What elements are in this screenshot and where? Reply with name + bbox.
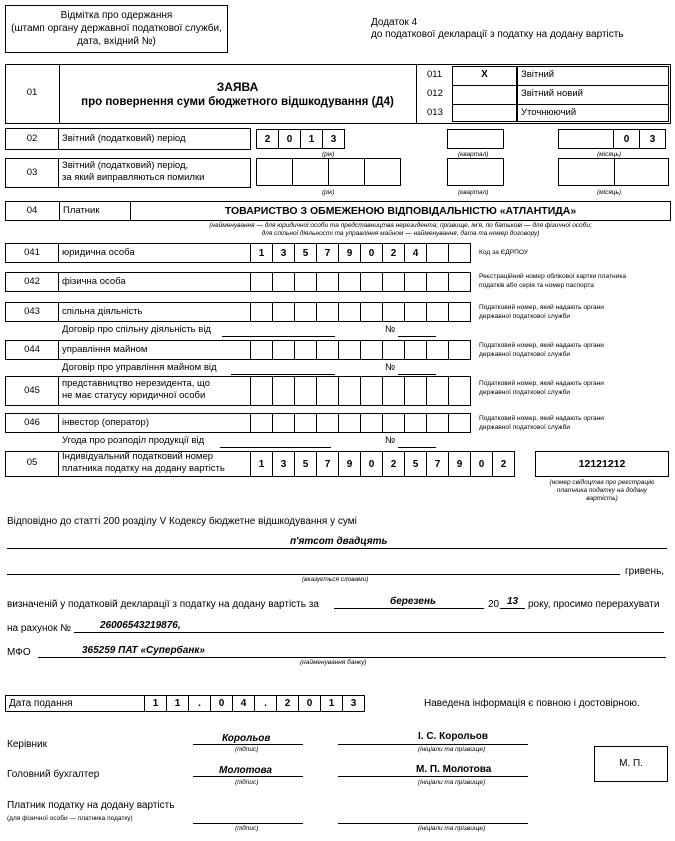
cap-month-03: (місяць) — [597, 189, 622, 196]
year-suffix[interactable]: 13 — [507, 596, 519, 607]
r043-note-2: державної податкової служби — [479, 313, 571, 320]
head-name[interactable]: І. С. Корольов — [418, 731, 489, 742]
r045-label-1: представництво нерезидента, що — [62, 378, 211, 389]
cap-name-payer: (ініціали та прізвище) — [418, 825, 486, 832]
bank-field[interactable]: 365259 ПАТ «Супербанк» — [82, 645, 205, 656]
row-code-04: 04 — [26, 205, 38, 216]
type-label-011: Звітний — [521, 69, 555, 80]
r044-no: № — [385, 362, 396, 373]
row-code-043: 043 — [24, 306, 40, 317]
r045-label-2: не має статусу юридичної особи — [62, 390, 206, 401]
r05-label-2: платника податку на додану вартість — [62, 463, 225, 474]
month-field[interactable]: березень — [390, 596, 436, 607]
account-label: на рахунок № — [7, 623, 71, 634]
payer-caption-2: для спільної діяльності та управління майном — найменування, дата та номер договору) — [261, 230, 540, 237]
r042-digits[interactable] — [251, 272, 471, 292]
cap-year-02: (рік) — [322, 151, 335, 158]
cap-quarter-02: (квартал) — [458, 151, 489, 158]
type-mark-011[interactable]: X — [481, 69, 488, 80]
row-code-01: 01 — [26, 87, 38, 98]
r042-note-2: податків або серія та номер паспорта — [479, 282, 594, 289]
cap-year-03: (рік) — [322, 189, 335, 196]
r05-certificate[interactable]: 12121212 — [535, 451, 669, 477]
cap-sign-accountant: (підпис) — [235, 779, 259, 786]
r041-note: Код за ЄДРПОУ — [479, 249, 529, 256]
period-month[interactable]: 0 3 — [614, 129, 666, 149]
payer-name[interactable]: ТОВАРИСТВО З ОБМЕЖЕНОЮ ВІДПОВІДАЛЬНІСТЮ «АТЛАНТИДА» — [224, 205, 577, 217]
r046-note-2: державної податкової служби — [479, 424, 571, 431]
cap-sign-payer: (підпис) — [235, 825, 259, 832]
accountant-name[interactable]: М. П. Молотова — [416, 764, 492, 775]
currency-label: гривень, — [625, 566, 665, 577]
submission-date[interactable]: 1 1 . 0 4 . 2 0 1 3 — [145, 695, 365, 712]
row-code-05: 05 — [26, 457, 38, 468]
stamp-line-1: Відмітка про одержання — [60, 10, 173, 21]
r05-label-1: Індивідуальний податковий номер — [62, 451, 214, 462]
correction-year[interactable] — [257, 158, 401, 186]
accountant-signature[interactable]: Молотова — [219, 765, 272, 776]
r05-digits[interactable]: 1 3 5 7 9 0 2 5 7 9 0 2 — [251, 451, 515, 477]
amount-words[interactable]: п'ятсот двадцять — [290, 536, 388, 547]
period-year[interactable]: 2 0 1 3 — [257, 129, 345, 149]
r044-note-2: державної податкової служби — [479, 351, 571, 358]
correction-quarter[interactable] — [447, 158, 504, 186]
row-code-041: 041 — [24, 247, 40, 258]
cap-name-head: (ініціали та прізвище) — [418, 746, 486, 753]
cap-month-02: (місяць) — [597, 151, 622, 158]
r044-label: управління майном — [62, 344, 148, 355]
row-code-042: 042 — [24, 276, 40, 287]
submission-label: Дата подання — [9, 698, 73, 709]
row-code-044: 044 — [24, 344, 40, 355]
stamp-line-3: дата, вхідний №) — [77, 36, 156, 47]
form-subtitle: про повернення суми бюджетного відшкодування (Д4) — [81, 96, 394, 108]
r042-label: фізична особа — [62, 276, 126, 287]
payer-sign-sub: (для фізичної особи — платника податку) — [7, 815, 133, 822]
r043-label: спільна діяльність — [62, 306, 143, 317]
type-code-012: 012 — [427, 88, 443, 99]
r041-digits[interactable]: 1 3 5 7 9 0 2 4 — [251, 243, 471, 263]
r05-cap-1: (номер свідоцтва про реєстрацію — [549, 479, 655, 486]
determined-text: визначеній у податковій декларації з податку на додану вартість за — [7, 599, 319, 610]
statement: Наведена інформація є повною і достовірною. — [424, 698, 640, 709]
period-label: Звітний (податковий) період — [62, 133, 186, 144]
r044-note-1: Податковий номер, який надають органи — [479, 342, 604, 349]
row-code-02: 02 — [26, 133, 38, 144]
type-code-011: 011 — [427, 69, 443, 80]
correction-label-1: Звітний (податковий) період, — [62, 160, 189, 171]
r05-cap-3: вартість) — [586, 495, 618, 502]
r044-contract: Договір про управління майном від — [62, 362, 217, 373]
type-code-013: 013 — [427, 107, 443, 118]
year-prefix: 20 — [488, 599, 500, 610]
payer-caption-1: (найменування — для юридичної особи та представництва нерезидента; прізвище, ім'я, по батькові — для фізичної особи; — [209, 222, 592, 229]
r043-note-1: Податковий номер, який надають органи — [479, 304, 604, 311]
r043-no: № — [385, 324, 396, 335]
row-code-046: 046 — [24, 417, 40, 428]
correction-label-2: за який виправляються помилки — [62, 172, 205, 183]
r046-no: № — [385, 435, 396, 446]
cap-quarter-03: (квартал) — [458, 189, 489, 196]
r043-digits[interactable] — [251, 302, 471, 322]
accountant-label: Головний бухгалтер — [7, 769, 100, 780]
type-label-012: Звітний новий — [521, 88, 583, 99]
r05-cap-2: платника податку на додану — [556, 487, 648, 494]
cap-sign-head: (підпис) — [235, 746, 259, 753]
r045-note-1: Податковий номер, який надають органи — [479, 380, 604, 387]
mfo-label: МФО — [7, 647, 31, 658]
annex-subtitle: до податкової декларації з податку на додану вартість — [371, 29, 624, 40]
r042-note-1: Реєстраційний номер облікової картки платника — [479, 273, 627, 280]
type-label-013: Уточнюючий — [521, 107, 577, 118]
period-quarter[interactable] — [447, 129, 504, 149]
form-title: ЗАЯВА — [216, 80, 259, 94]
request-text: року, просимо перерахувати — [528, 599, 660, 610]
body-intro: Відповідно до статті 200 розділу V Кодексу бюджетне відшкодування у сумі — [7, 516, 357, 527]
stamp-line-2: (штамп органу державної податкової служби, — [11, 23, 222, 34]
account-number[interactable]: 26006543219876, — [100, 620, 181, 631]
r041-label: юридична особа — [62, 247, 135, 258]
r045-digits[interactable] — [251, 376, 471, 406]
r046-label: інвестор (оператор) — [62, 417, 149, 428]
cap-bank: (найменування банку) — [300, 659, 367, 666]
head-label: Керівник — [7, 739, 47, 750]
row-code-045: 045 — [24, 385, 40, 396]
r043-contract-no[interactable] — [398, 336, 436, 337]
head-signature[interactable]: Корольов — [222, 733, 271, 744]
r044-digits[interactable] — [251, 340, 471, 360]
r046-note-1: Податковий номер, який надають органи — [479, 415, 604, 422]
r046-contract-no[interactable] — [398, 447, 436, 448]
cap-name-accountant: (ініціали та прізвище) — [418, 779, 486, 786]
r046-contract: Угода про розподіл продукції від — [62, 435, 205, 446]
row-code-03: 03 — [26, 167, 38, 178]
r044-contract-no[interactable] — [398, 374, 436, 375]
r045-note-2: державної податкової служби — [479, 389, 571, 396]
stamp-mp: М. П. — [594, 746, 668, 782]
r043-contract: Договір про спільну діяльність від — [62, 324, 211, 335]
payer-label: Платник — [63, 205, 100, 216]
r044-contract-date[interactable] — [231, 374, 335, 375]
r046-digits[interactable] — [251, 413, 471, 433]
r043-contract-date[interactable] — [222, 336, 335, 337]
r046-contract-date[interactable] — [220, 447, 331, 448]
cap-words: (вказується словами) — [302, 576, 369, 583]
annex-title: Додаток 4 — [371, 17, 418, 28]
payer-sign-label: Платник податку на додану вартість — [7, 800, 175, 811]
